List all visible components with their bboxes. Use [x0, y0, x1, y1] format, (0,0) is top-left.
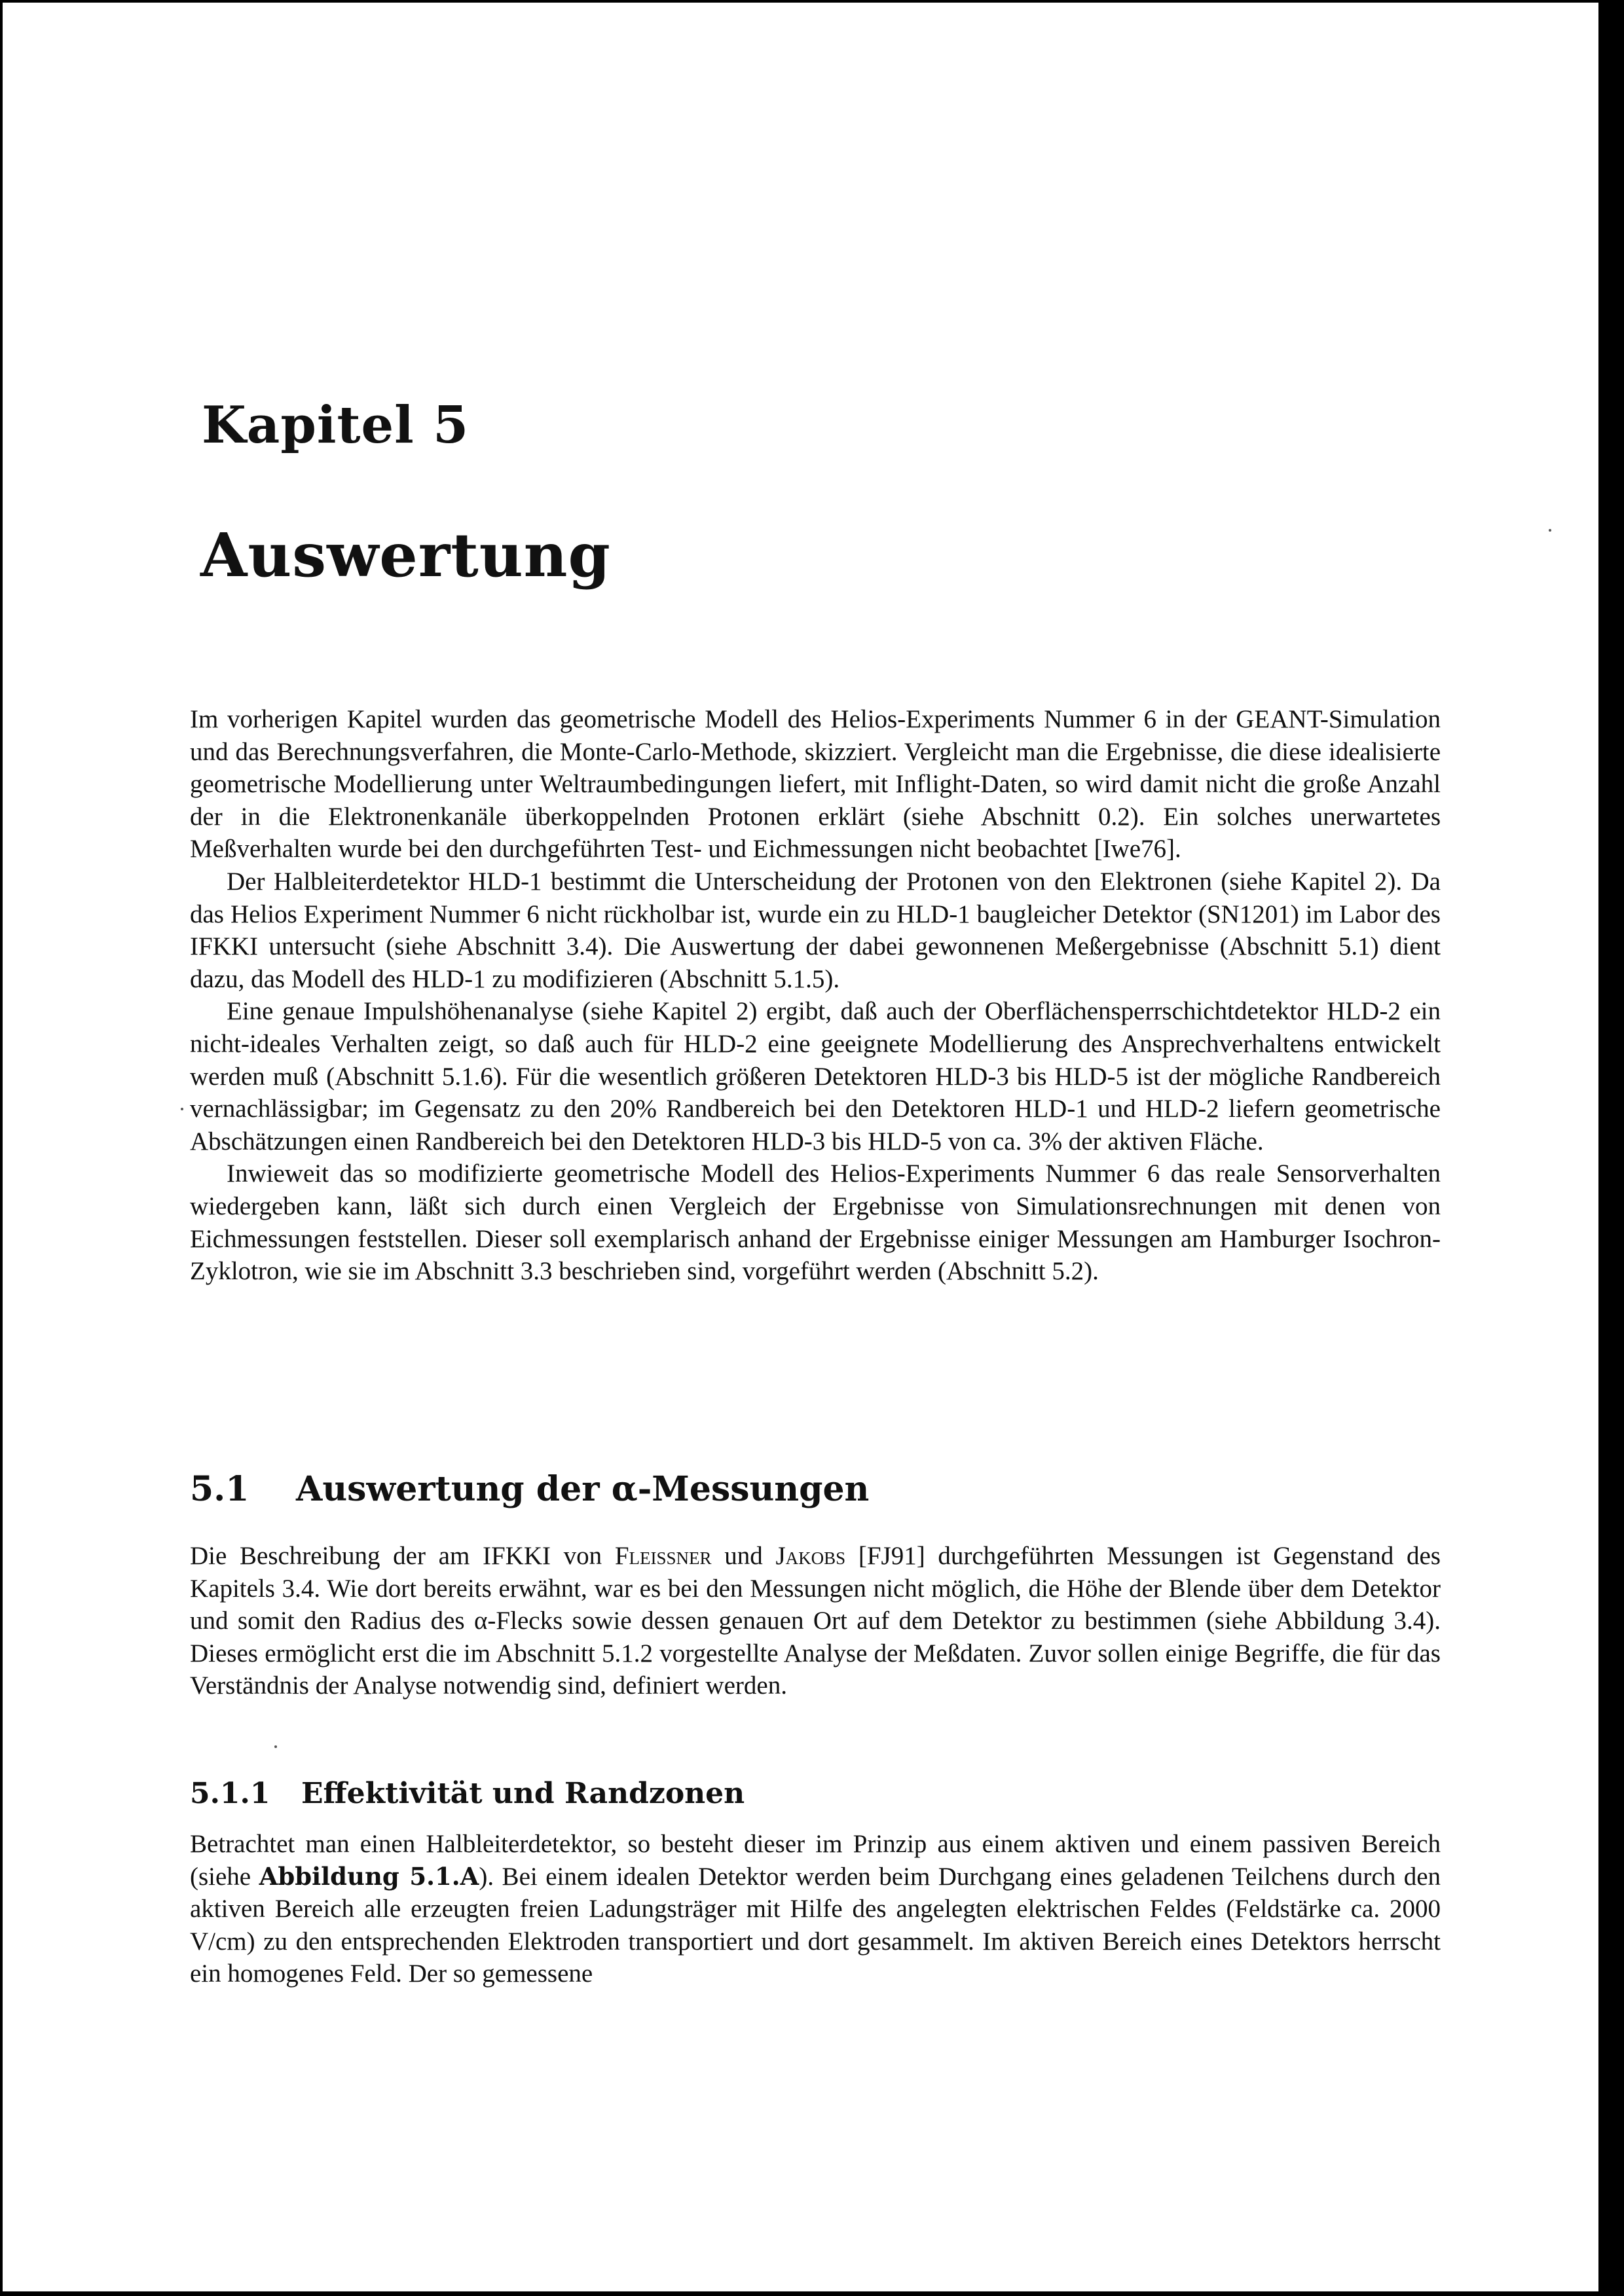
intro-paragraph: Im vorherigen Kapitel wurden das geometrische Modell des Helios-Experiments Nummer 6 in der GEANT-Simulation und das Berechnungsverfahren, die Monte-Carlo-Methode, skizziert. Vergleicht man die Ergebnisse, die diese idealisierte geometrische Modellierung unter Weltraumbedingungen liefert, mit Inflight-Daten, so wird damit nicht die große Anzahl der in die Elektronenkanäle überkoppelnden Protonen erklärt (siehe Abschnitt 0.2). Ein solches unerwartetes Meßverhalten wurde bei den durchgeführten Test- und Eichmessungen nicht beobachtet [Iwe76].: [190, 705, 1441, 864]
section-text: [190, 1540, 1441, 1702]
author-name: Jakobs: [775, 1542, 846, 1570]
document-page: [3, 3, 1598, 2291]
section-title: Auswertung der α-Messungen: [296, 1469, 870, 1509]
subsection-number: 5.1.1: [190, 1777, 270, 1810]
intro-paragraph: Der Halbleiterdetektor HLD-1 bestimmt die Unterscheidung der Protonen von den Elektronen (siehe Kapitel 2). Da das Helios Experiment Nummer 6 nicht rückholbar ist, wurde ein zu HLD-1 baugleicher Detektor (SN1201) im Labor des IFKKI untersucht (siehe Abschnitt 3.4). Die Auswertung der dabei gewonnenen Meßergebnisse (Abschnitt 5.1) dient dazu, das Modell des HLD-1 zu modifizieren (Abschnitt 5.1.5).: [190, 867, 1441, 993]
chapter-label: Kapitel 5: [202, 395, 470, 455]
section-number: 5.1: [190, 1469, 249, 1509]
section-paragraph: [190, 1540, 1441, 1702]
figure-reference: Abbildung 5.1.A: [259, 1861, 479, 1891]
scan-speck: [274, 1745, 277, 1748]
chapter-introduction: [190, 703, 1441, 1288]
subsection-text: [190, 1828, 1441, 1990]
intro-paragraph: Inwieweit das so modifizierte geometrische Modell des Helios-Experiments Nummer 6 das reale Sensorverhalten wiedergeben kann, läßt sich durch einen Vergleich der Ergebnisse von Simulationsrechnungen mit denen von Eichmessungen feststellen. Dieser soll exemplarisch anhand der Ergebnisse einiger Messungen am Hamburger Isochron-Zyklotron, wie sie im Abschnitt 3.3 beschrieben sind, vorgeführt werden (Abschnitt 5.2).: [190, 1159, 1441, 1286]
chapter-title: Auswertung: [200, 520, 611, 591]
text-run: Betrachtet man einen Halbleiterdetektor, so besteht dieser im Prinzip aus einem aktiven und einem passiven Bereich (siehe: [190, 1830, 1441, 1891]
author-name: Fleissner: [614, 1542, 712, 1570]
text-run: und: [711, 1542, 776, 1570]
subsection-paragraph: [190, 1828, 1441, 1990]
scan-speck: [1549, 529, 1551, 532]
section-heading: [190, 1469, 869, 1509]
intro-paragraph: Eine genaue Impulshöhenanalyse (siehe Kapitel 2) ergibt, daß auch der Oberflächensperrschichtdetektor HLD-2 ein nicht-ideales Verhalten zeigt, so daß auch für HLD-2 eine geeignete Modellierung des Ansprechverhaltens entwickelt werden muß (Abschnitt 5.1.6). Für die wesentlich größeren Detektoren HLD-3 bis HLD-5 ist der mögliche Randbereich vernachlässigbar; im Gegensatz zu den 20% Randbereich bei den Detektoren HLD-1 und HLD-2 liefern geometrische Abschätzungen einen Randbereich bei den Detektoren HLD-3 bis HLD-5 von ca. 3% der aktiven Fläche.: [190, 997, 1441, 1156]
text-run: [FJ91] durchgeführten Messungen ist Gegenstand des Kapitels 3.4. Wie dort bereits erwähnt, war es bei den Messungen nicht möglich, die Höhe der Blende über dem Detektor und somit den Radius des α-Flecks sowie dessen genauen Ort auf dem Detektor zu bestimmen (siehe Abbildung 3.4). Dieses ermöglicht erst die im Abschnitt 5.1.2 vorgestellte Analyse der Meßdaten. Zuvor sollen einige Begriffe, die für das Verständnis der Analyse notwendig sind, definiert werden.: [190, 1542, 1441, 1700]
text-run: Die Beschreibung der am IFKKI von: [190, 1542, 615, 1570]
text-run: ). Bei einem idealen Detektor werden beim Durchgang eines geladenen Teilchens durch den aktiven Bereich alle erzeugten freien Ladungsträger mit Hilfe des angelegten elektrischen Feldes (Feldstärke ca. 2000 V/cm) zu den entsprechenden Elektroden transportiert und dort gesammelt. Im aktiven Bereich eines Detektors herrscht ein homogenes Feld. Der so gemessene: [190, 1862, 1441, 1988]
subsection-title: Effektivität und Randzonen: [301, 1777, 745, 1810]
scan-speck: [181, 1108, 183, 1110]
subsection-heading: [190, 1777, 745, 1810]
